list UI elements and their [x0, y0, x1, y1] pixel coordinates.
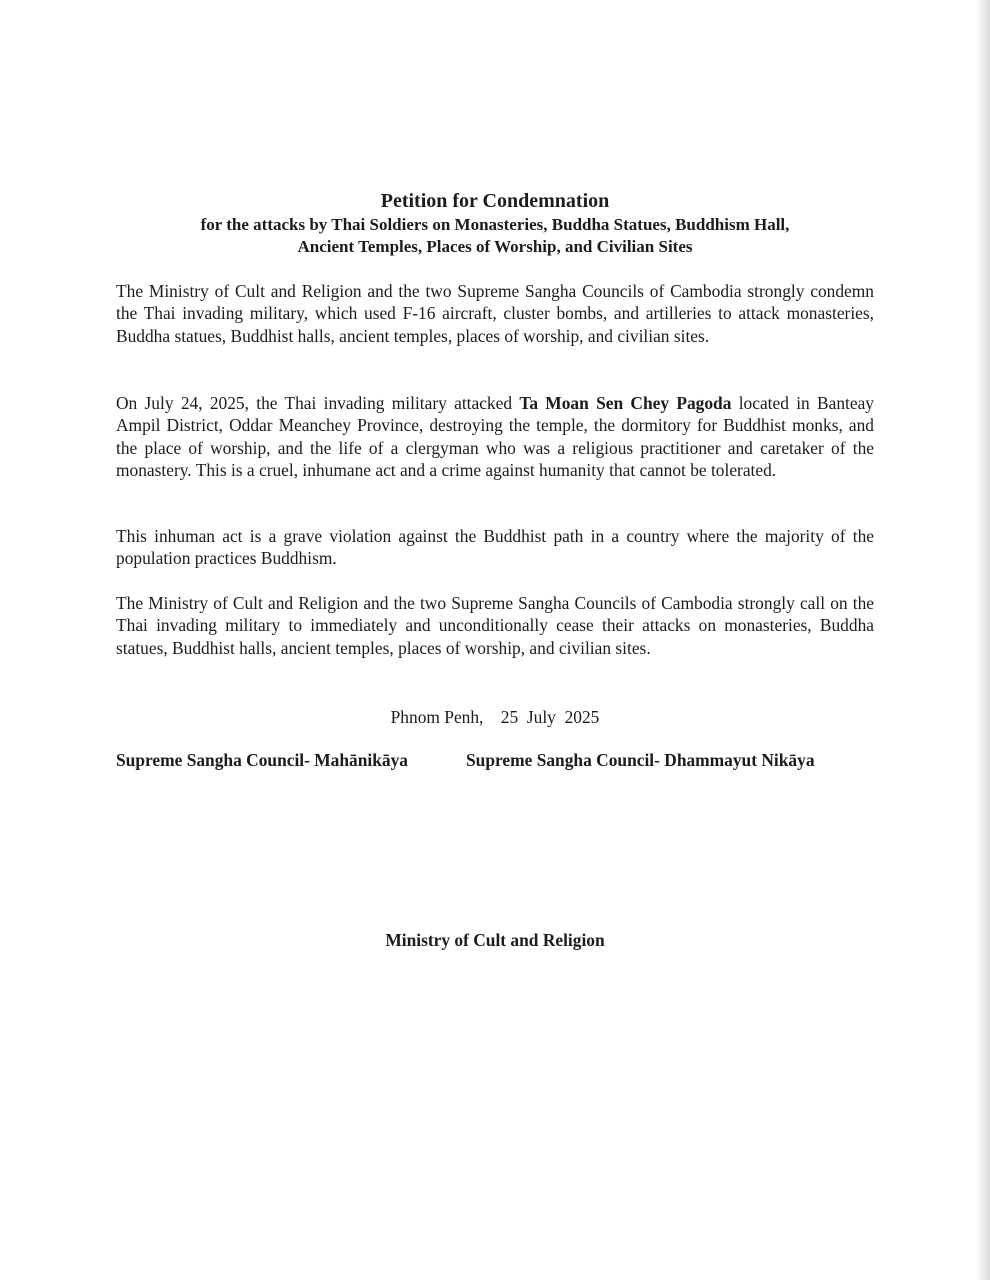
document-subtitle-line-1: for the attacks by Thai Soldiers on Monasteries, Buddha Statues, Buddhism Hall,: [200, 215, 790, 234]
paragraph-attack-intro: On July 24, 2025, the Thai invading military attacked: [116, 393, 520, 413]
pagoda-name: Ta Moan Sen Chey Pagoda: [519, 393, 732, 413]
document-title: Petition for Condemnation: [380, 190, 610, 212]
paragraph-attack-rest: located in Banteay Ampil District, Oddar Meanchey Province, destroying the temple, the dormitory for Buddhist monks, and the place of worship, and the life of a clergyman who was a religious practitioner and caretaker of the monastery. This is a cruel, inhumane act and a crime against humanity that cannot be tolerated.: [116, 393, 875, 481]
title-block: [0, 188, 990, 258]
signatory-dhammayut: Supreme Sangha Council- Dhammayut Nikāya: [466, 750, 815, 770]
paragraph-call-to-cease: The Ministry of Cult and Religion and the two Supreme Sangha Councils of Cambodia strongly call on the Thai invading military to immediately and unconditionally cease their attacks on monasteries, Buddha statues, Buddhist halls, ancient temples, places of worship, and civilian sites.: [116, 593, 874, 658]
signatory-ministry: Ministry of Cult and Religion: [385, 930, 605, 950]
paragraph-attack-details: [116, 392, 874, 482]
paragraph-violation: This inhuman act is a grave violation against the Buddhist path in a country where the majority of the population practices Buddhism.: [116, 526, 874, 569]
signatory-mahanikaya: Supreme Sangha Council- Mahānikāya: [116, 750, 408, 770]
paragraph-condemnation: The Ministry of Cult and Religion and the two Supreme Sangha Councils of Cambodia strongly condemn the Thai invading military, which used F-16 aircraft, cluster bombs, and artilleries to attack monasteries, Buddha statues, Buddhist halls, ancient temples, places of worship, and civilian sites.: [116, 281, 874, 346]
dateline: Phnom Penh, 25 July 2025: [390, 707, 600, 727]
document-subtitle-line-2: Ancient Temples, Places of Worship, and Civilian Sites: [297, 237, 693, 256]
